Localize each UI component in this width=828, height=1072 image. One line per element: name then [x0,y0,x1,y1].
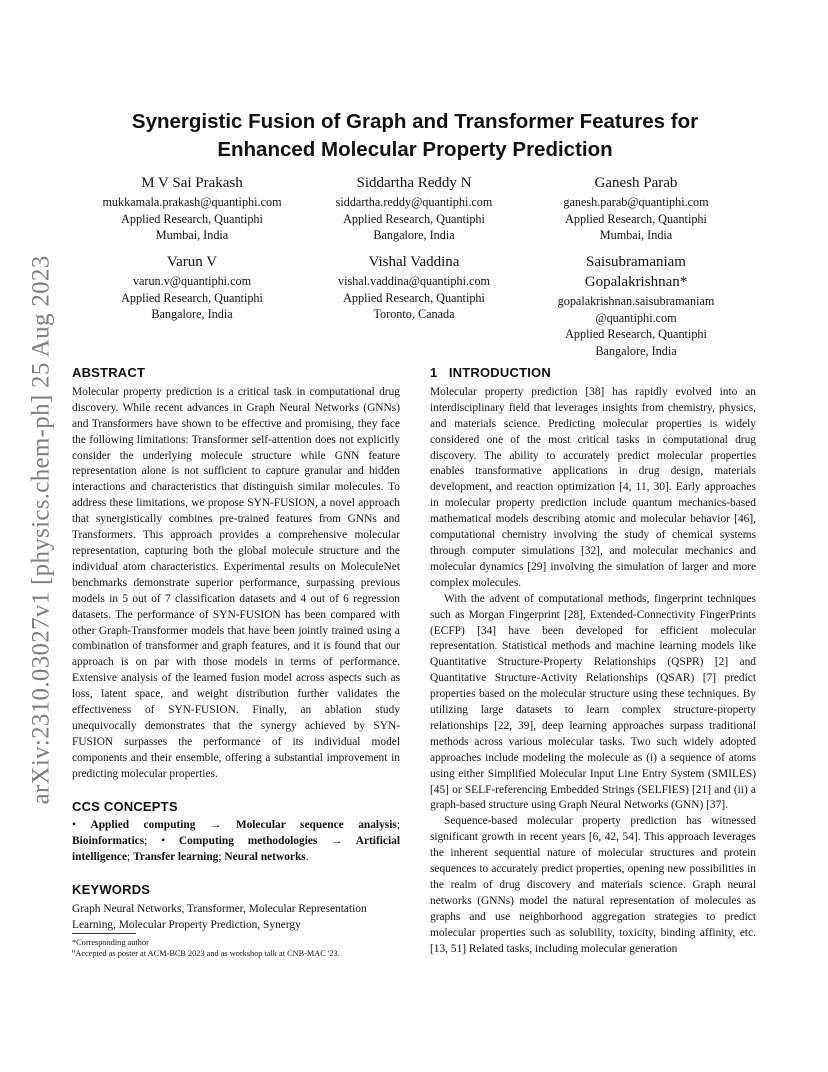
author-name-line2: Gopalakrishnan* [584,274,688,290]
keywords-text: Graph Neural Networks, Transformer, Molecular Representation Learning, Molecular Property Prediction, Synergy [72,903,367,931]
ccs-term: Bioinformatics [72,835,145,848]
right-column [430,365,756,958]
ccs-bullet: • [161,835,179,848]
ccs-term: Transfer learning [133,851,219,864]
author-location: Mumbai, India [155,228,229,242]
intro-paragraph: Sequence-based molecular property prediction has witnessed significant growth in recent years [6, 42, 54]. This approach leverages the inherent sequential nature of molecular structures and protein sequences to accurately predict properties, opening new possibilities in the realm of drug discovery and materials science. Graph neural networks (GNNs) model the natural representation of molecules as graphs and use neighborhood aggregation strategies to predict molecular properties such as solubility, toxicity, binding affinity, etc. [13, 51] Related tasks, including molecular generation [430,815,756,955]
ccs-bullet: • [72,819,91,832]
ccs-term: Artificial intelligence [72,835,400,864]
author-email: mukkamala.prakash@quantiphi.com [102,195,282,209]
ccs-term: Molecular sequence analysis [235,819,397,832]
ccs-arrow: → [195,819,236,832]
arxiv-identifier [18,230,66,830]
ccs-term: Applied computing [90,819,196,832]
author-email-line2: @quantiphi.com [595,310,677,325]
author-affiliation: Applied Research, Quantiphi [565,327,707,341]
author-name-line1: Saisubramaniam [586,254,686,270]
arxiv-id-text: arXiv:2310.03027v1 [physics.chem-ph] 25 Aug 2023 [28,255,55,805]
ccs-separator: ; [144,835,162,848]
author-name: Ganesh Parab [594,175,678,191]
author-location: Bangalore, India [373,228,455,242]
author-name: M V Sai Prakash [141,175,243,191]
author-affiliation: Applied Research, Quantiphi [565,211,707,226]
footnote-rule [72,933,136,934]
author-affiliation: Applied Research, Quantiphi [121,290,263,305]
ccs-concepts [72,818,400,866]
abstract-text: Molecular property prediction is a critical task in computational drug discovery. While recent advances in Graph Neural Networks (GNNs) and Transformers have shown to be effective and promising, they face the following limitations: Transformer self-attention does not explicitly consider the underlying molecule structure while GNN feature representation alone is not sufficient to capture granular and hidden interactions and characteristics that distinguish similar molecules. To address these limitations, we propose SYN-FUSION, a novel approach that synergistically combines pre-trained features from GNNs and Transformers. This approach provides a comprehensive molecular representation, capturing both the global molecule structure and the individual atom characteristics. Experimental results on MoleculeNet benchmarks demonstrate superior performance, surpassing previous models in 5 out of 7 classification datasets and 4 out of 6 regression datasets. The performance of SYN-FUSION has been compared with other Graph-Transformer models that have been jointly trained using a combination of transformer and graph features, and it is found that our approach is on par with those models in terms of performance. Extensive analysis of the learned fusion model across aspects such as loss, latent space, and weight distribution further validates the effectiveness of SYN-FUSION. Finally, an ablation study unequivocally demonstrates that the synergy achieved by SYN-FUSION surpasses the performance of its individual model components and their ensemble, offering a substantial improvement in predicting molecular properties. [72,385,400,780]
author-block [304,253,524,323]
ccs-heading: CCS CONCEPTS [72,798,178,814]
author-block [526,253,746,359]
ccs-separator: ; [218,851,225,864]
paper-title: Synergistic Fusion of Graph and Transformer Features for Enhanced Molecular Property Prediction [131,110,699,161]
author-location: Bangalore, India [595,343,677,358]
author-email: varun.v@quantiphi.com [132,274,252,288]
left-column [72,365,400,934]
author-affiliation: Applied Research, Quantiphi [343,211,485,226]
ccs-separator: ; [396,819,400,832]
author-email: siddartha.reddy@quantiphi.com [335,195,493,209]
author-block [304,174,524,244]
ccs-term: Neural networks [224,851,306,864]
author-location: Toronto, Canada [373,307,455,321]
abstract-heading: ABSTRACT [72,365,146,380]
author-block [526,174,746,244]
author-affiliation: Applied Research, Quantiphi [343,290,485,305]
ccs-arrow: → [317,835,356,848]
author-block [82,174,302,244]
author-location: Mumbai, India [599,228,673,242]
ccs-separator: ; [127,851,134,864]
author-email-line1: gopalakrishnan.saisubramaniam [557,294,715,308]
author-affiliation: Applied Research, Quantiphi [121,211,263,226]
intro-paragraph: Molecular property prediction [38] has rapidly evolved into an interdisciplinary field that leverages insights from chemistry, physics, and materials science. Predicting molecular properties is widely considered one of the most critical tasks in computational drug discovery. The ability to accurately predict molecular properties enables transformative applications in drug design, materials development, and reaction optimization [4, 11, 30]. Early approaches in molecular property prediction include quantum mechanics-based mathematical models describing atomic and molecular behavior [46], computational chemistry involving the study of chemical systems through computer simulations [32], and molecular mechanics and molecular dynamics [29] involving the simulation of larger and more complex molecules. [430,385,756,589]
author-email: ganesh.parab@quantiphi.com [563,195,709,209]
keywords-heading: KEYWORDS [72,882,151,898]
author-email: vishal.vaddina@quantiphi.com [337,274,491,288]
ccs-term: Computing methodologies [178,835,318,848]
author-name: Varun V [166,254,218,270]
ccs-end: . [305,851,309,864]
author-name: Siddartha Reddy N [356,175,472,191]
footnotes [72,933,402,959]
introduction-heading: 1 INTRODUCTION [430,365,551,380]
author-location: Bangalore, India [151,307,233,321]
footnote-corresponding: *Corresponding author [72,938,149,947]
intro-paragraph: With the advent of computational methods, fingerprint techniques such as Morgan Fingerprint [28], Extended-Connectivity FingerPrints (ECFP) [34] have been developed for efficient molecular representation. Statistical methods and machine learning models like Quantitative Structure-Property Relationships (QSPR) [2] and Quantitative Structure-Activity Relationships (QSAR) [7] predict properties based on the molecular structure using these techniques. By utilizing large datasets to learn complex structure-property relationships [22, 39], deep learning approaches surpass traditional methods across various molecular tasks. Two such widely adopted approaches include modeling the molecule as (i) a sequence of atoms using either Simplified Molecular Input Line Entry System (SMILES) [45] or SELF-referencing Embedded Strings (SELFIES) [21] and (ii) a graph-based structure using Graph Neural Networks (GNN) [37]. [430,592,756,812]
author-block [82,253,302,323]
footnote-accepted: ⁰Accepted as poster at ACM-BCB 2023 and as workshop talk at CNB-MAC '23. [72,949,340,958]
author-name: Vishal Vaddina [368,254,460,270]
